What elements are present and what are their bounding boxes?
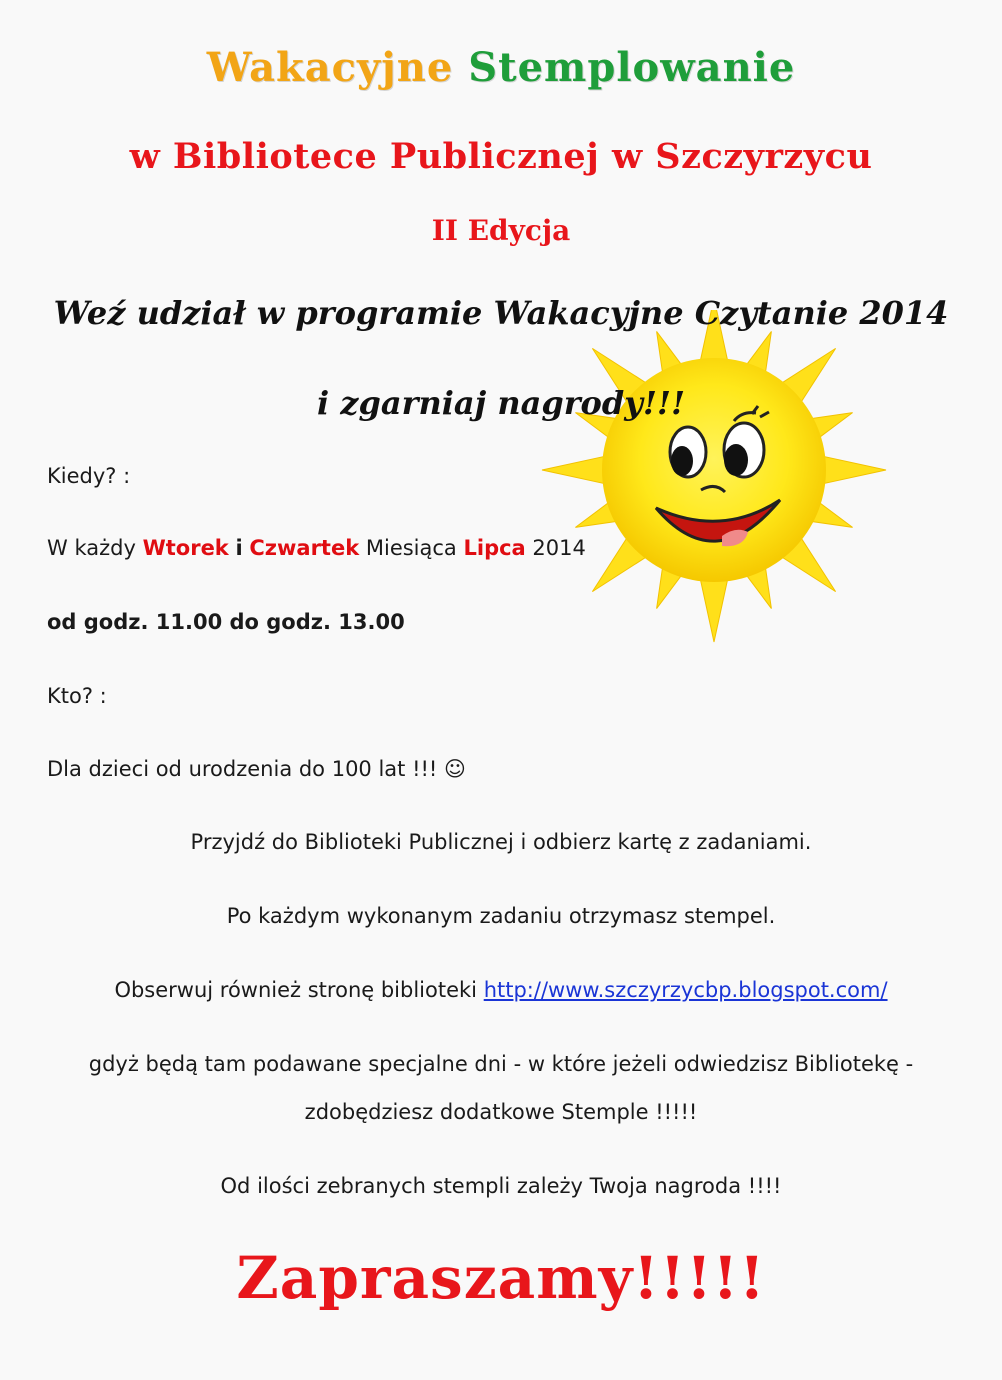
closing-invitation: Zapraszamy!!!!! [236, 1244, 766, 1312]
title-word-wakacyjne: Wakacyjne [206, 44, 454, 91]
when-and: i [235, 536, 243, 560]
info-line-extra-stamps: zdobędziesz dodatkowe Stemple !!!!! [304, 1100, 698, 1124]
when-prefix: W każdy [47, 536, 136, 560]
when-label: Kiedy? : [47, 464, 131, 488]
day-tuesday: Wtorek [142, 536, 229, 560]
month-word: Miesiąca [365, 536, 457, 560]
library-website-link[interactable]: http://www.szczyrzycbp.blogspot.com/ [483, 978, 888, 1002]
headline-program: Weź udział w programie Wakacyjne Czytanie 2014 [53, 294, 949, 332]
info-line-card: Przyjdź do Biblioteki Publicznej i odbierz kartę z zadaniami. [190, 830, 812, 854]
day-thursday: Czwartek [249, 536, 360, 560]
title-main [0, 44, 1002, 91]
who-label: Kto? : [47, 684, 107, 708]
headline-prizes: i zgarniaj nagrody!!! [317, 384, 685, 422]
info-line-special-days: gdyż będą tam podawane specjalne dni - w które jeżeli odwiedzisz Bibliotekę - [88, 1052, 914, 1076]
title-library: w Bibliotece Publicznej w Szczyrzycu [129, 136, 873, 177]
who-text: Dla dzieci od urodzenia do 100 lat !!! ☺ [47, 757, 466, 781]
year: 2014 [532, 536, 586, 560]
info-line-website [0, 978, 1002, 1002]
title-word-stemplowanie: Stemplowanie [468, 44, 796, 91]
smiling-sun-icon [538, 310, 890, 650]
title-edition: II Edycja [431, 214, 571, 247]
month-july: Lipca [463, 536, 526, 560]
website-prefix: Obserwuj również stronę biblioteki [114, 978, 478, 1002]
info-line-stamp: Po każdym wykonanym zadaniu otrzymasz stempel. [226, 904, 776, 928]
info-line-prize: Od ilości zebranych stempli zależy Twoja nagroda !!!! [220, 1174, 782, 1198]
opening-hours: od godz. 11.00 do godz. 13.00 [47, 610, 405, 634]
when-days [47, 536, 586, 560]
